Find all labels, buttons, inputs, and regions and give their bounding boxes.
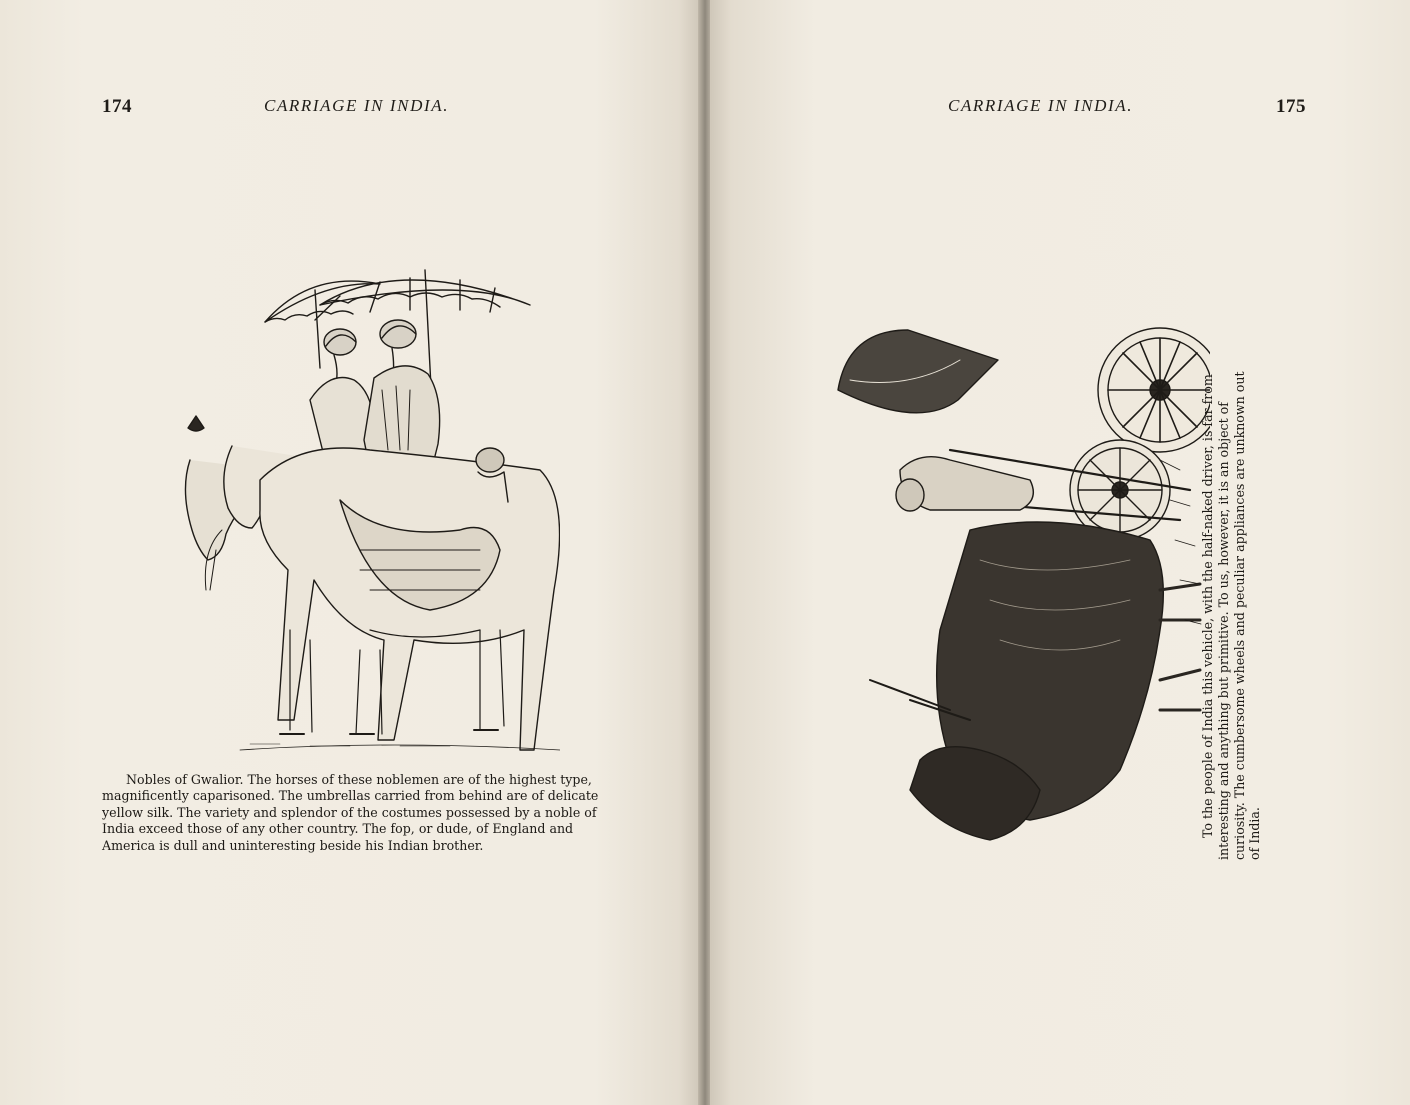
caption-line: Nobles of Gwalior. The horses of these noblemen are of the highest type, <box>126 772 592 787</box>
caption-line: India exceed those of any other country. The fop, or dude, of England and <box>102 821 574 837</box>
running-head: CARRIAGE IN INDIA. <box>948 96 1134 115</box>
caption-line: yellow silk. The variety and splendor of the costumes possessed by a noble of <box>102 804 597 820</box>
illustration-caption <box>1200 300 1263 860</box>
caption-line: curiosity. The cumbersome wheels and peculiar appliances are unknown out <box>1231 371 1247 860</box>
illustration-caption <box>102 772 624 854</box>
page-number: 174 <box>102 96 132 117</box>
caption-line: interesting and anything but primitive. To us, however, it is an object of <box>1215 402 1231 860</box>
right-page <box>710 0 1410 1105</box>
running-head: CARRIAGE IN INDIA. <box>264 96 450 115</box>
caption-line: of India. <box>1247 807 1263 860</box>
caption-line: magnificently caparisoned. The umbrellas carried from behind are of delicate <box>102 788 599 804</box>
caption-line: America is dull and uninteresting beside his Indian brother. <box>102 837 484 853</box>
carriage-engraving <box>830 300 1210 850</box>
page-number: 175 <box>1276 96 1306 117</box>
caption-line: To the people of India this vehicle, with the half-naked driver, is far from <box>1200 374 1215 838</box>
nobles-engraving <box>160 250 560 760</box>
left-page <box>0 0 700 1105</box>
